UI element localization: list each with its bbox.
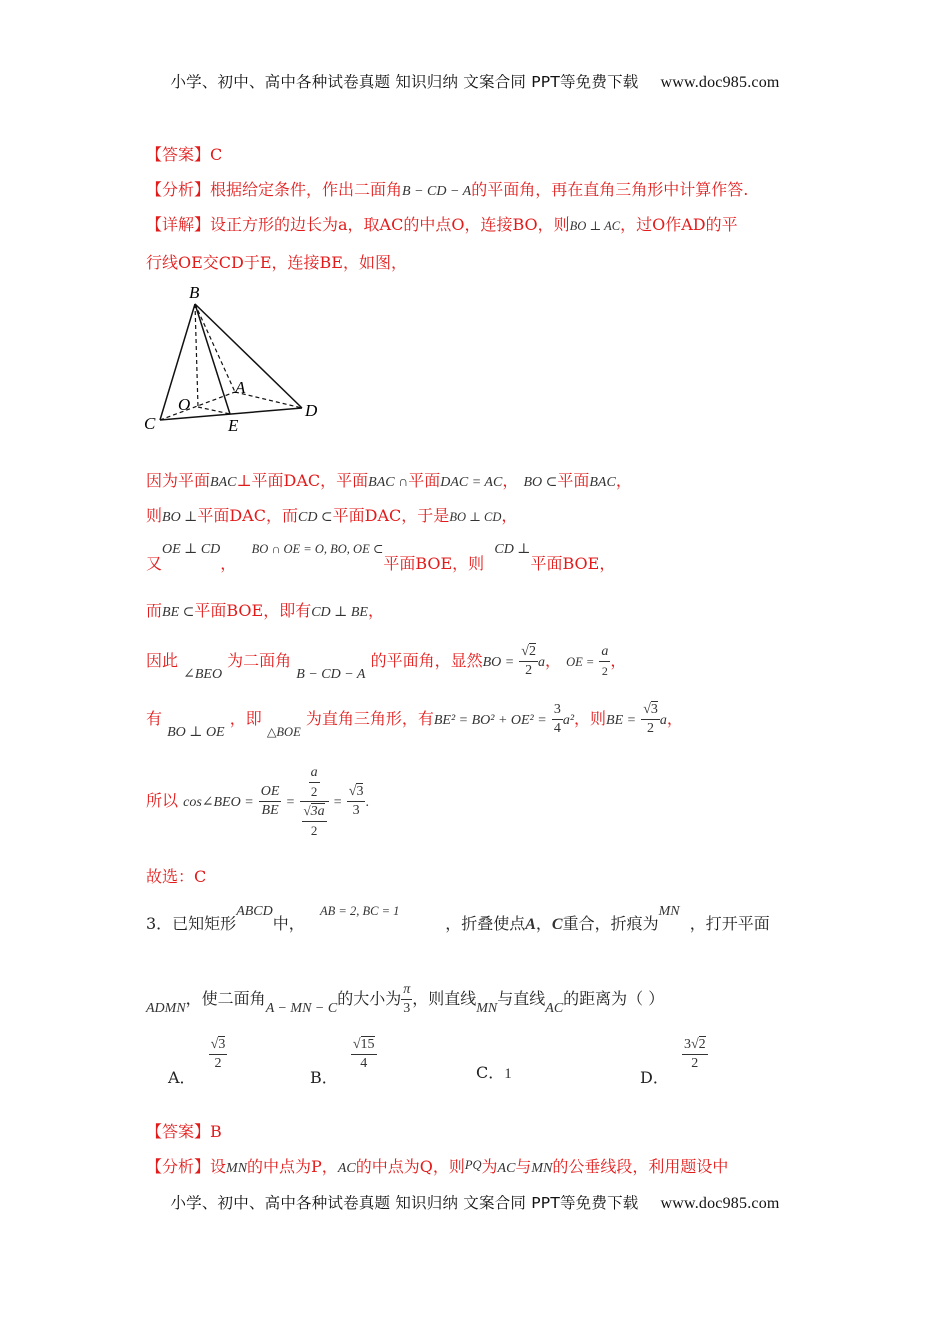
proof-line-3: 又OE ⊥ CD， BO ∩ OE = O, BO, OE ⊂平面BOE，则 CD ⊥平面BOE，	[146, 542, 616, 573]
label-e: E	[228, 416, 239, 435]
page-footer: 小学、初中、高中各种试卷真题 知识归纳 文案合同 PPT等免费下载 www.doc985.com	[170, 1194, 780, 1212]
proof-line-7: 所以 cos∠BEO = $\frac{OE}{BE}$ = $\frac{\frac{a}{2}}{\frac{√3a}{2}}$ = $\frac{√3}{3}$ .	[146, 764, 369, 838]
site-url[interactable]: www.doc985.com	[660, 74, 780, 91]
answer-value: C	[210, 145, 223, 164]
question-3-line-1: 3．已知矩形ABCD中， AB = 2, BC = 1 ，折叠使点A，C重合，折痕为MN ，打开平面	[146, 904, 770, 933]
question-3-line-2: ADMN，使二面角A − MN − C的大小为 $\frac{\pi}{3}$ ，则直线MN与直线AC的距离为（ ）	[146, 982, 665, 1016]
page-header: 小学、初中、高中各种试卷真题 知识归纳 文案合同 PPT等免费下载 www.doc985.com	[170, 73, 780, 91]
proof-line-5: 因此 ∠BEO 为二面角 B − CD − A 的平面角，显然BO = $\frac{√2}{2}$ a， OE = $\frac{a}{2}$ ，	[146, 644, 627, 682]
option-d[interactable]: D． $\frac{3√2}{2}$	[640, 1037, 706, 1087]
option-b[interactable]: B． $\frac{√15}{4}$	[310, 1037, 375, 1087]
proof-line-4: 而BE ⊂平面BOE，即有CD ⊥ BE，	[146, 601, 384, 620]
pyramid-figure	[140, 280, 330, 440]
option-c[interactable]: C．1	[476, 1063, 512, 1082]
label-b: B	[189, 283, 200, 302]
detail-line-1: 【详解】设正方形的边长为a，取AC的中点O，连接BO，则BO ⊥ AC，过O作AD的平	[146, 215, 738, 234]
analysis-line: 【分析】根据给定条件，作出二面角B − CD − A的平面角，再在直角三角形中计算作答.	[146, 180, 749, 199]
label-o: O	[178, 395, 191, 414]
option-a[interactable]: A． $\frac{√3}{2}$	[168, 1037, 226, 1087]
choose-line: 故选：C	[146, 867, 207, 886]
q3-answer-line: 【答案】B	[146, 1122, 222, 1141]
label-c: C	[144, 414, 156, 433]
q3-analysis-line: 【分析】设MN的中点为P，AC的中点为Q，则PQ为AC与MN的公垂线段，利用题设中	[146, 1157, 729, 1176]
edge-oe	[198, 407, 230, 414]
label-d: D	[305, 401, 318, 420]
proof-line-6: 有 BO ⊥ OE ，即 $_{\triangle BOE}$ 为直角三角形，有BE² = BO² + OE² = $\frac{3}{4}$ a²，则BE = $\frac{√3}{2}$ a，	[146, 702, 683, 740]
detail-line-2: 行线OE交CD于E，连接BE，如图，	[146, 253, 407, 272]
footer-site-url[interactable]: www.doc985.com	[660, 1195, 780, 1212]
label-a: A	[235, 378, 246, 397]
edge-bo	[195, 304, 198, 407]
proof-line-2: 则BO ⊥平面DAC，而CD ⊂平面DAC，于是BO ⊥ CD，	[146, 506, 518, 525]
q3-answer-value: B	[210, 1122, 222, 1141]
edge-ba	[195, 304, 235, 392]
answer-line: 【答案】C	[146, 145, 223, 164]
proof-line-1: 因为平面BAC⊥平面DAC，平面BAC ∩平面DAC = AC， BO ⊂平面BAC，	[146, 471, 632, 490]
